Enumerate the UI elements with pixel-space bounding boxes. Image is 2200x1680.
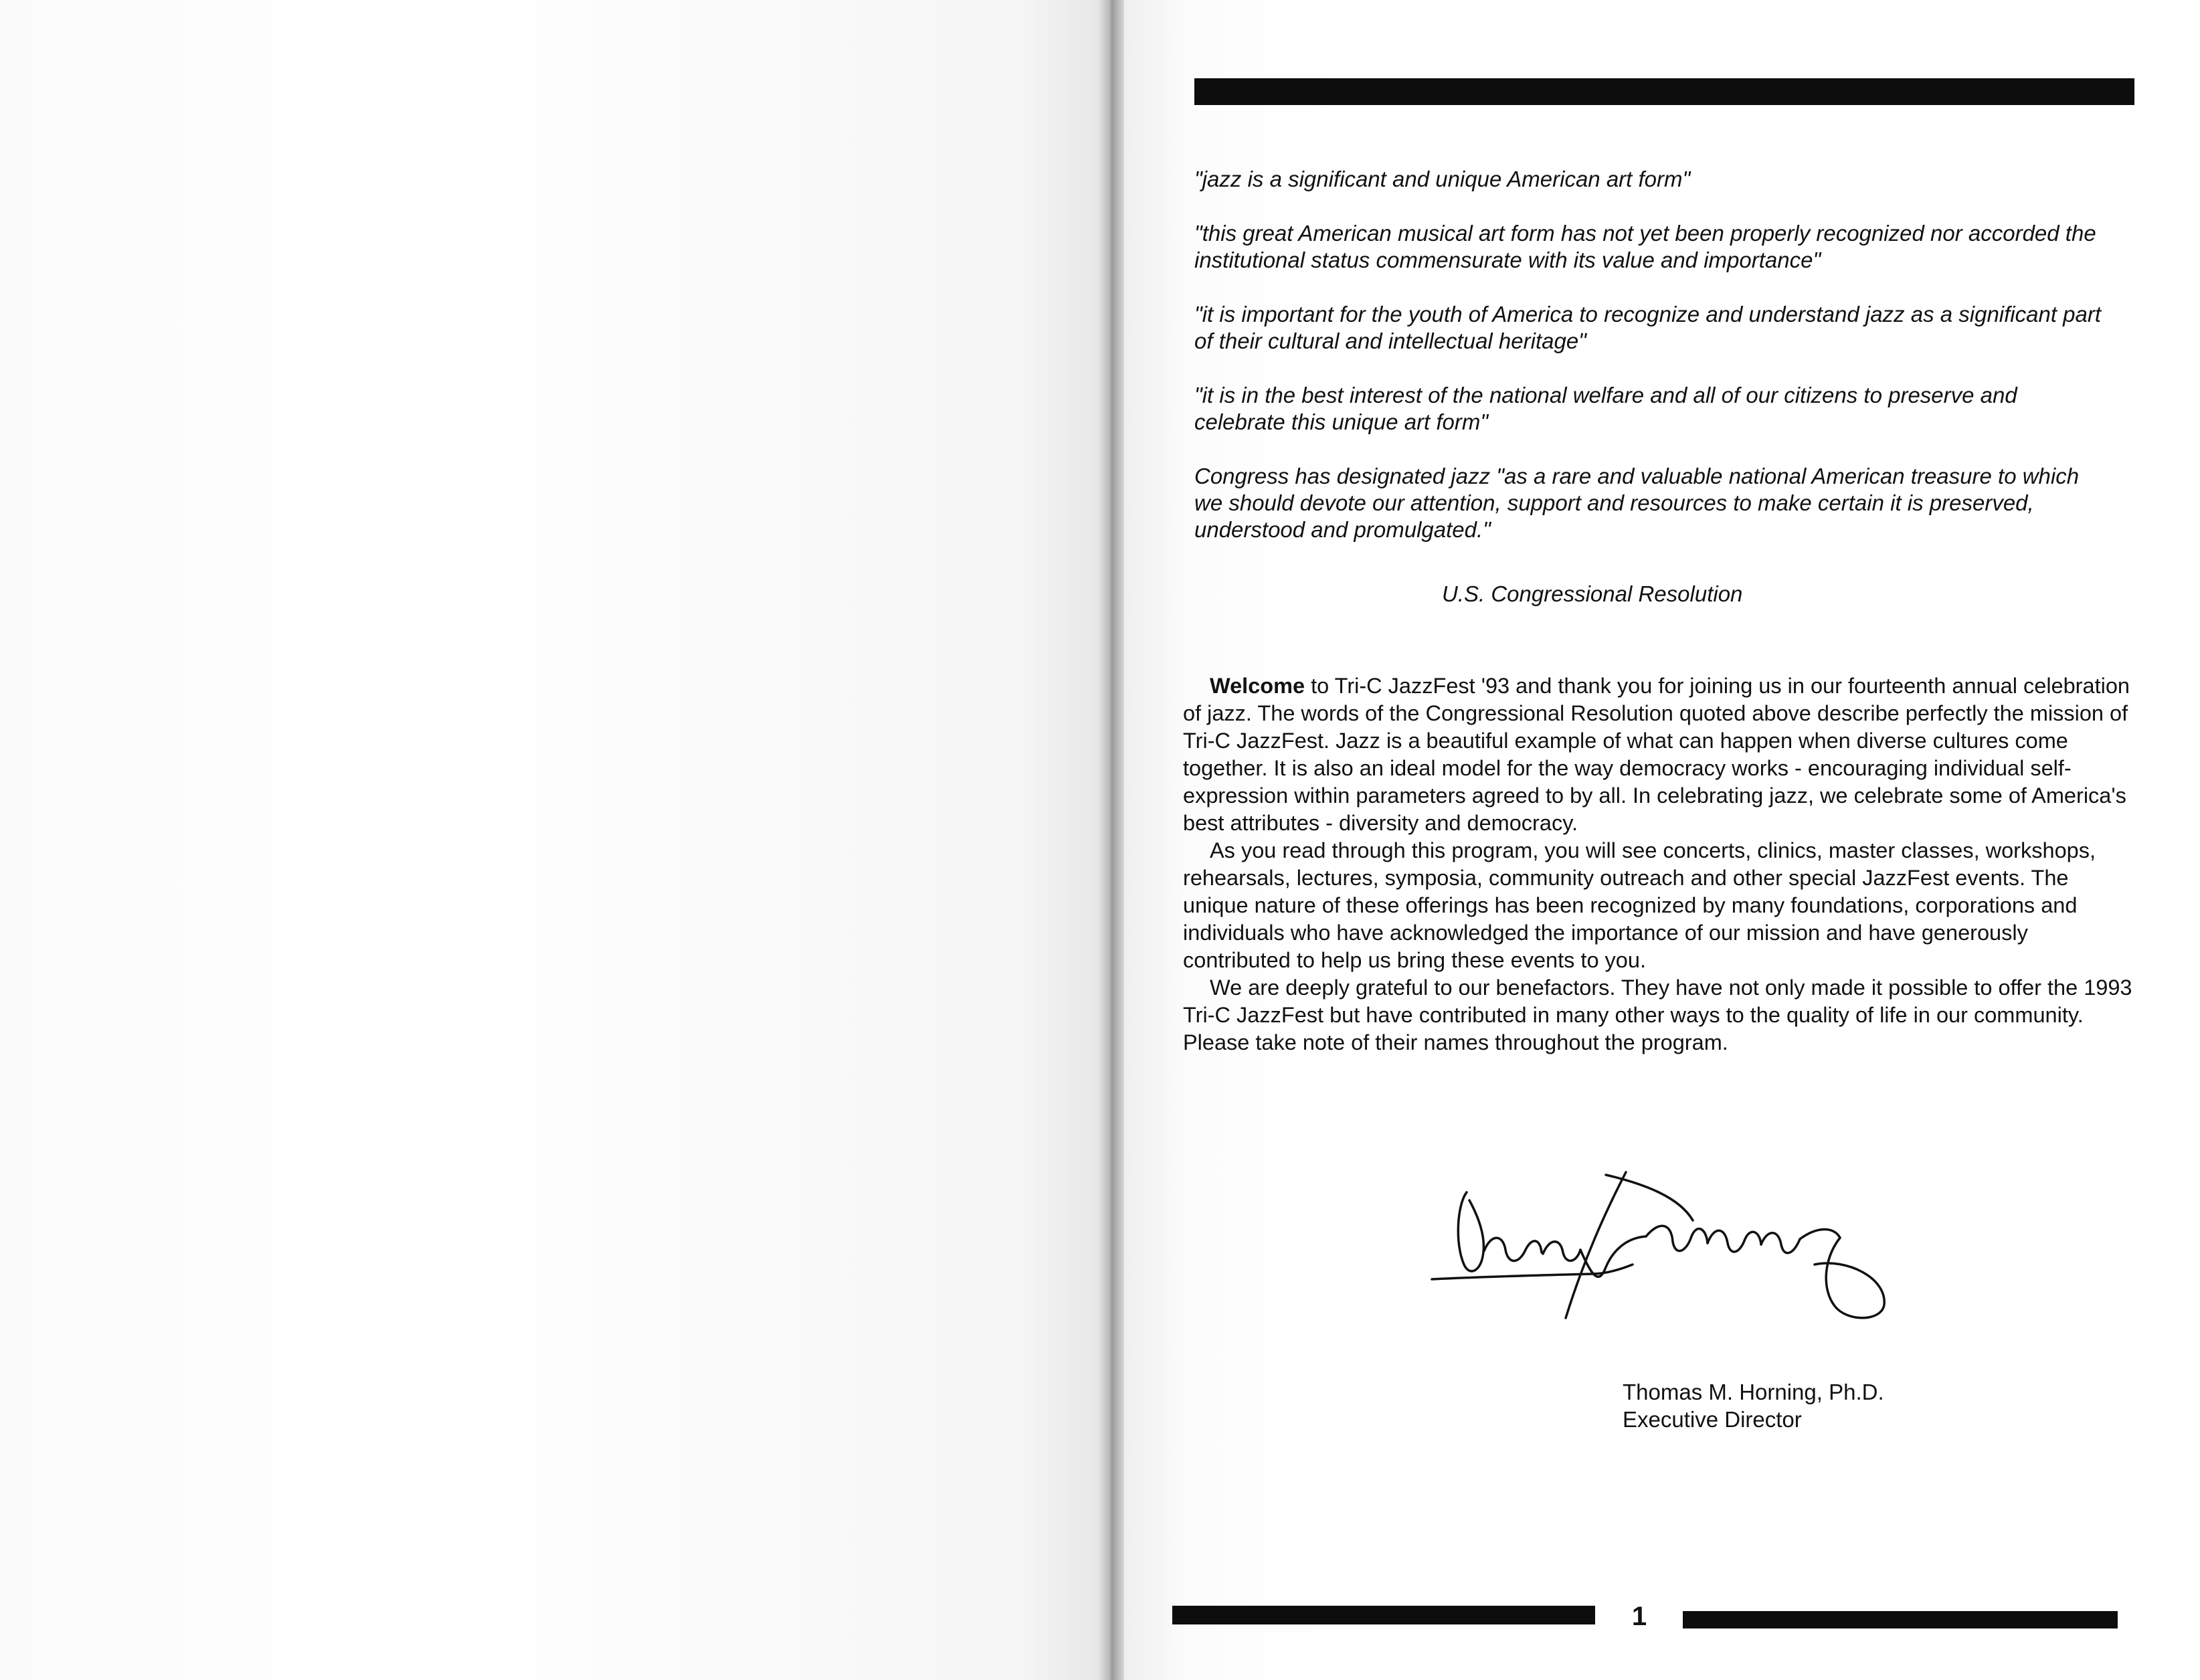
quote-4: "it is in the best interest of the national welfare and all of our citizens to preserve and celebrate this unique art form" <box>1194 383 2017 434</box>
welcome-letter <box>1183 672 2133 1056</box>
top-rule <box>1194 78 2134 105</box>
letter-paragraph-3: We are deeply grateful to our benefactors. They have not only made it possible to offer the 1993 Tri-C JazzFest but have contributed in many other ways to the quality of life in our community. Please take note of their names throughout the program. <box>1183 975 2132 1054</box>
signer-name: Thomas M. Horning, Ph.D. <box>1623 1380 1884 1404</box>
quote-1: "jazz is a significant and unique American art form" <box>1194 167 1691 191</box>
bottom-rule-right <box>1683 1611 2118 1628</box>
welcome-word: Welcome <box>1210 674 1305 698</box>
letter-paragraph-2: As you read through this program, you will see concerts, clinics, master classes, workshops, rehearsals, lectures, symposia, community outreach and other special JazzFest events. The unique nature of these offerings has been recognized by many foundations, corporations and individuals who have acknowledged the importance of our mission and have generously contributed to help us bring these events to you. <box>1183 838 2096 972</box>
page-gutter <box>1097 0 1124 1680</box>
quotes-block <box>1194 166 2111 571</box>
letter-paragraph-1-text: to Tri-C JazzFest '93 and thank you for joining us in our fourteenth annual celebration of jazz. The words of the Congressional Resolution quoted above describe perfectly the mission of Tri-C JazzFest. Jazz is a beautiful example of what can happen when diverse cultures come together. It is also an ideal model for the way democracy works - encouraging individual self-expression within parameters agreed to by all. In celebrating jazz, we celebrate some of America's best attributes - diversity and democracy. <box>1183 674 2130 835</box>
signer-block <box>1623 1378 2024 1433</box>
quote-attribution: U.S. Congressional Resolution <box>1442 581 1743 606</box>
quote-2: "this great American musical art form has not yet been properly recognized nor accorded the institutional status commensurate with its value and importance" <box>1194 221 2096 272</box>
page-number: 1 <box>1631 1602 1647 1631</box>
letter-paragraph-1 <box>1183 672 2133 837</box>
handwritten-signature <box>1405 1164 1914 1325</box>
bottom-rule-left <box>1172 1606 1595 1624</box>
quote-5: Congress has designated jazz "as a rare and valuable national American treasure to which we should devote our attention, support and resources to make certain it is preserved, understood and promulgated." <box>1194 464 2080 542</box>
signer-title: Executive Director <box>1623 1407 1802 1432</box>
quote-3: "it is important for the youth of America to recognize and understand jazz as a significant part of their cultural and intellectual heritage" <box>1194 302 2102 353</box>
